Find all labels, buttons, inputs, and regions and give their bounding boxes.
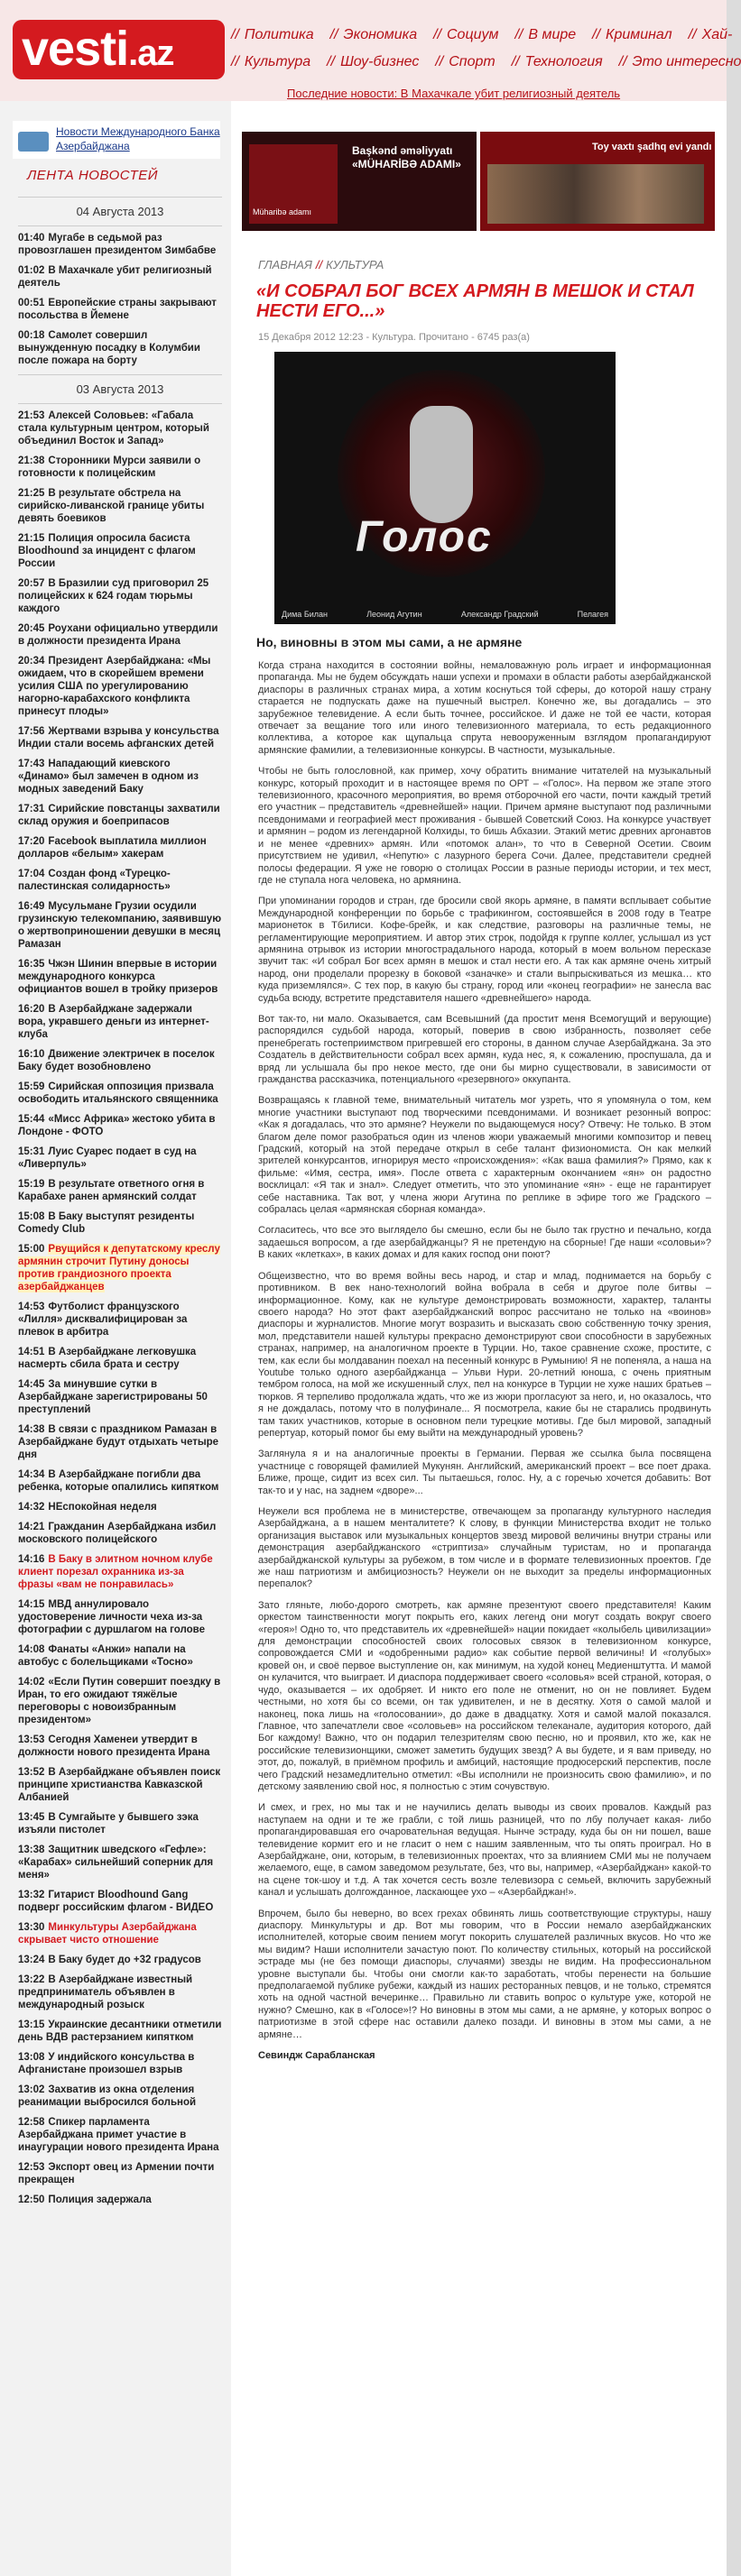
news-item[interactable] <box>18 725 222 750</box>
news-headline-link[interactable]: Защитник шведского «Гефле»: «Карабах» сильнейший соперник для меня» <box>18 1845 214 1881</box>
news-item[interactable] <box>18 2051 222 2076</box>
jury-name: Дима Билан <box>282 610 328 619</box>
banner-photo <box>487 164 704 224</box>
banner-text: Toy vaxtı şadhq evi yandı <box>592 142 712 152</box>
latest-news-link[interactable]: Последние новости: В Махачкале убит религиозный деятель <box>287 87 621 100</box>
news-headline-link[interactable]: В результате ответного огня в Карабахе ранен армянский солдат <box>18 1179 205 1202</box>
nav-row-1 <box>231 22 733 49</box>
news-headline-link[interactable]: Президент Азербайджана: «Мы ожидаем, что в скорейшем времени усилия США по урегулированию нагорно-карабахского конфликта принесут плоды» <box>18 656 211 717</box>
news-item[interactable] <box>18 455 222 480</box>
news-item[interactable] <box>18 1973 222 2011</box>
news-item[interactable] <box>18 1378 222 1416</box>
breadcrumb-section[interactable]: КУЛЬТУРА <box>326 258 384 271</box>
news-group-2 <box>18 409 222 2206</box>
news-item[interactable] <box>18 1766 222 1804</box>
article-title: «И СОБРАЛ БОГ ВСЕХ АРМЯН В МЕШОК И СТАЛ НЕСТИ ЕГО...» <box>256 281 694 321</box>
news-item[interactable] <box>18 1553 222 1591</box>
news-headline-link[interactable]: Полиция задержала <box>48 2194 152 2205</box>
news-item[interactable] <box>18 1423 222 1461</box>
news-headline-link[interactable]: В Сумгайыте у бывшего зэка изъяли пистолет <box>18 1812 199 1835</box>
article-paragraph: Вот так-то, ни мало. Оказывается, сам Всевышний (да простит меня Всемогущий и верующие) распорядился судьбой народа, который, поверив в свою избранность, позволяет себе пренебрегать гостеприимством пригревшей его стороны, в данном случае Азербайджана. За это Создатель в действительности собрал всех армян, куда нес, я, к сожалению, проспушала, да и вряд ли услышала бы про некое место, где они бы мирно существовали, в зависимости от гражданства рассказчика, потенциального «резервного» оккупанта. <box>258 1013 711 1085</box>
nav-item-world[interactable]: // В мире <box>514 27 577 42</box>
jury-names <box>282 610 608 619</box>
news-item[interactable] <box>18 958 222 996</box>
news-headline-link[interactable]: Экспорт овец из Армении почти прекращен <box>18 2162 215 2185</box>
news-time: 12:53 <box>18 2162 45 2173</box>
banner-text: Başkənd əməliyyatı «MÜHARİBƏ ADAMI» <box>352 144 461 170</box>
site-logo[interactable] <box>13 20 225 79</box>
news-group-1 <box>18 232 222 367</box>
news-headline-link[interactable]: НЕспокойная неделя <box>48 1502 157 1513</box>
jury-name: Леонид Агутин <box>366 610 422 619</box>
jury-name: Александр Градский <box>460 610 539 619</box>
banner-image <box>249 144 338 224</box>
news-time: 16:35 <box>18 959 45 970</box>
news-headline-link[interactable]: В результате обстрела на сирийско-ливанской границе убиты девять боевиков <box>18 488 205 524</box>
news-item[interactable] <box>18 329 222 367</box>
news-item[interactable] <box>18 232 222 257</box>
news-time: 16:20 <box>18 1004 45 1015</box>
news-headline-link[interactable]: Футболист французского «Лилля» дисквалифицирован за плевок в арбитра <box>18 1302 188 1338</box>
news-item[interactable] <box>18 1346 222 1371</box>
news-item[interactable] <box>18 2116 222 2154</box>
news-headline-link[interactable]: В Азербайджане задержали вора, укравшего деньги из интернет-клуба <box>18 1004 209 1040</box>
article-paragraph: Согласитесь, что все это выглядело бы смешно, если бы не было так грустно и печально, когда задаешься вопросом, а где азербайджанцы? Я не претендую на сборные! Где наши «соловьи»? В каких «клетках», в каких домах и для каких господ они поют? <box>258 1225 711 1261</box>
news-item[interactable] <box>18 1301 222 1339</box>
nav-item-crime[interactable]: // Криминал <box>592 27 672 42</box>
news-item[interactable] <box>18 264 222 290</box>
news-time: 00:51 <box>18 298 45 308</box>
date-header: 03 Августа 2013 <box>18 374 222 404</box>
nav-item-politics[interactable]: // Политика <box>231 27 314 42</box>
news-headline-link[interactable]: Минкультуры Азербайджана скрывает чисто отношение <box>18 1922 197 1946</box>
news-headline-link[interactable]: Создан фонд «Турецко-палестинская солидарность» <box>18 869 171 892</box>
news-time: 01:02 <box>18 265 45 276</box>
article-paragraph: Чтобы не быть голословной, как пример, хочу обратить внимание читателей на музыкальный конкурс, который проходит и в настоящее время по ОРТ – «Голос». На первом же этапе этого телевизионного, красочного мероприятия, во время отборочной его части, почти каждый третий его участник – представитель «древнейшей» нации. Причем армяне выступают под различными псевдонимами и географией мест проживания - бывшей Советский Союз. На конкурсе участвует и армянин – родом из легендарной Колхиды, то бишь Абхазии. Этакий метис древних аргонавтов и не менее «древних» армян. Или «потомок алан», то что в Северной Осетии. Своим присутствием не удивил, «Непутю» с лазурного берега Сочи. Далее, представители средней полосы федерации. Я уже не говорю о столицах России в разные периоды истории, и тех мест, где не ступала нога человека, но армянина. <box>258 766 711 886</box>
news-time: 21:15 <box>18 533 45 544</box>
article-paragraph: И смех, и грех, но мы так и не научились делать выводы из своих провалов. Каждый раз наступаем на одни и те же грабли, с той лишь разницей, что по лбу получает какая- либо пропагандировавшая его очаровательная ведущая. Нынче эстраду, куда бы он ни пошел, ваше телевидение кормит его и не гласит о нем с нашим заявленным, что ты опять проиграл. Но в Азербайджане, они, которым, в телевизионных проектах, что за влиянием СМИ мы не получаем желаемого, еще, в самом заведомом результате, без, что вы, например, «Азербайджан» какой-то на сцене ток-шоу и т.д. А так хочется сесть возле телевизора с семьей, включить зарубежный канал и услышать долгожданное, ласкающее ухо – «Азербайджан!». <box>258 1802 711 1899</box>
news-time: 13:53 <box>18 1734 45 1745</box>
news-time: 15:44 <box>18 1114 45 1125</box>
news-item[interactable] <box>18 1889 222 1914</box>
news-headline-link[interactable]: Facebook выплатила миллион долларов «белым» хакерам <box>18 836 207 860</box>
news-time: 15:00 <box>18 1244 45 1255</box>
news-headline-link[interactable]: «Мисс Африка» жестоко убита в Лондоне - ФОТО <box>18 1114 216 1137</box>
news-item[interactable] <box>18 1676 222 1726</box>
news-headline-link[interactable]: Рвущийся к депутатскому креслу армянин строчит Путину доносы против грандиозного проекта азербайджанцев <box>18 1244 220 1293</box>
news-headline-link[interactable]: В Азербайджане известный предприниматель объявлен в международный розыск <box>18 1974 193 2010</box>
sidebar <box>0 101 231 2576</box>
news-item[interactable] <box>18 297 222 322</box>
news-time: 20:45 <box>18 623 45 634</box>
news-headline-link[interactable]: В Баку будет до +32 градусов <box>48 1955 201 1965</box>
news-headline-link[interactable]: Гитарист Bloodhound Gang подверг российским флагом - ВИДЕО <box>18 1890 214 1913</box>
article-paragraph: Зато гляньте, любо-дорого смотреть, как армяне презентуют своего представителя! Каким оркестом таинственности могут покрыть его, каких легенд они могут создать вокруг своего «героя»! Одно то, что представитель их «древнейшей» нации покидает «колыбель цивилизации» для демонстрации способностей своих голосовых связок в телевизионном конкурсе, сопровождается СМИ и «одобренными радио» как событие первой величины! И «голубых» кровей он, и своё первое выступление он, как минимум, на худой конец Медиенштутта. И мамой он кулачится, что выиграет. И диаспора поддерживает своего «соловья» всей страной, которая, о чудо, оказывается – их одобряет. И никто его поле не отменит, но он не повлияет. Будем честными, но хотя бы со всеми, он так удивителен, и не в десятку. Хотя о самой малой и наконец, пока лишь на «голосовании», до даже в двадцатку. Хотя и самой малой показался. Главное, что запечатлели свое «соловьев» на российском телеканале, аудитория которого, дай Бог каждому! Важно, что он подарил телезрителям свою песню, но и проявил, кто же, как не российские телевизионщики, сможет заметить будущих звезд? А вы будете, и я вам приведу, но этот, до, пожалуй, в приёмном профиль и амбиций, настоящие продюсерский перспектив, после чего Градский незамедлительно отметил: «Вы исполнили не произносить свою фамилию», и по детскому заявлению свой нос, я полностью с этим сочувствую. <box>258 1599 711 1792</box>
news-item[interactable] <box>18 487 222 525</box>
news-headline-link[interactable]: Роухани официально утвердили в должности президента Ирана <box>18 623 218 647</box>
news-headline-link[interactable]: Мусульмане Грузии осудили грузинскую телекомпанию, заявившую о жертвоприношении девушки в месяц Рамазан <box>18 901 222 950</box>
news-headline-link[interactable]: Самолет совершил вынужденную посадку в Колумбии после пожара на борту <box>18 330 200 366</box>
news-headline-link[interactable]: «Если Путин совершит поездку в Иран, то его ожидают тяжёлые переговоры с новоизбранным президентом» <box>18 1677 221 1725</box>
news-time: 13:08 <box>18 2052 45 2063</box>
news-item[interactable] <box>18 1113 222 1138</box>
nav-item-hitech[interactable]: // Хай- <box>688 27 733 42</box>
news-time: 21:53 <box>18 410 45 421</box>
news-headline-link[interactable]: За минувшие сутки в Азербайджане зарегистрированы 50 преступлений <box>18 1379 208 1415</box>
main-content <box>231 101 727 2576</box>
news-item[interactable] <box>18 622 222 648</box>
news-time: 13:30 <box>18 1922 45 1933</box>
show-logo: Голос <box>356 513 493 561</box>
news-time: 15:19 <box>18 1179 45 1190</box>
news-item[interactable] <box>18 1921 222 1946</box>
logo-domain: .az <box>128 33 174 73</box>
news-item[interactable] <box>18 1521 222 1546</box>
main-nav <box>231 22 741 76</box>
breadcrumb: ГЛАВНАЯ // КУЛЬТУРА <box>258 258 384 271</box>
news-headline-link[interactable]: Сирийские повстанцы захватили склад оружия и боеприпасов <box>18 804 220 827</box>
news-item[interactable] <box>18 409 222 447</box>
news-time: 12:50 <box>18 2194 45 2205</box>
article-paragraph: Заглянула я и на аналогичные проекты в Германии. Первая же ссылка была посвящена участнице с говорящей фамилией Мукунян. Английский, американский проект – все поет драка. Ближе, проще, сидит из всех сил. Ты пытаешься, голос. Ну, а с горечью хочется добавить: Вот так-то и у нас, на заднем «дворе»... <box>258 1449 711 1496</box>
nav-item-interesting[interactable]: // Это интересно <box>618 54 741 69</box>
news-time: 14:51 <box>18 1347 45 1357</box>
news-time: 14:45 <box>18 1379 45 1390</box>
article-image <box>274 352 616 624</box>
news-time: 17:31 <box>18 804 45 814</box>
news-headline-link[interactable]: В Азербайджане объявлен поиск принципе христианства Кавказской Албанией <box>18 1767 221 1803</box>
news-headline-link[interactable]: В Махачкале убит религиозный деятель <box>18 265 212 289</box>
news-item[interactable] <box>18 2084 222 2109</box>
nav-item-technology[interactable]: // Технология <box>511 54 603 69</box>
news-item[interactable] <box>18 1811 222 1836</box>
news-time: 14:08 <box>18 1644 45 1655</box>
news-item[interactable] <box>18 1954 222 1966</box>
news-headline-link[interactable]: Захватив из окна отделения реанимации выбросился больной <box>18 2084 197 2108</box>
news-item[interactable] <box>18 2194 222 2206</box>
news-item[interactable] <box>18 1145 222 1171</box>
news-time: 13:02 <box>18 2084 45 2095</box>
news-headline-link[interactable]: Мугабе в седьмой раз провозглашен президентом Зимбабве <box>18 233 217 256</box>
news-item[interactable] <box>18 577 222 615</box>
news-item[interactable] <box>18 1844 222 1881</box>
news-item[interactable] <box>18 1468 222 1494</box>
news-item[interactable] <box>18 1734 222 1759</box>
news-feed <box>18 189 222 2213</box>
news-time: 16:10 <box>18 1049 45 1060</box>
news-item[interactable] <box>18 1003 222 1041</box>
bank-news-banner[interactable] <box>13 121 220 159</box>
news-headline-link[interactable]: Украинские десантники отметили день ВДВ растерзанием кипятком <box>18 2019 222 2043</box>
news-time: 21:38 <box>18 455 45 466</box>
news-item[interactable] <box>18 758 222 796</box>
news-time: 12:58 <box>18 2117 45 2128</box>
nav-row-2 <box>231 49 741 76</box>
jury-name: Пелагея <box>577 610 608 619</box>
news-time: 14:34 <box>18 1469 45 1480</box>
news-time: 20:57 <box>18 578 45 589</box>
news-item[interactable] <box>18 803 222 828</box>
news-item[interactable] <box>18 1178 222 1203</box>
news-time: 17:56 <box>18 726 45 737</box>
news-headline-link[interactable]: Фанаты «Анжи» напали на автобус с болельщиками «Тосно» <box>18 1644 193 1668</box>
bank-logo-icon <box>18 132 49 152</box>
nav-item-society[interactable]: // Социум <box>433 27 499 42</box>
news-time: 14:32 <box>18 1502 45 1513</box>
news-item[interactable] <box>18 1210 222 1236</box>
news-time: 14:16 <box>18 1554 45 1565</box>
hand-mic-icon <box>410 406 473 523</box>
news-headline-link[interactable]: Луис Суарес подает в суд на «Ливерпуль» <box>18 1146 197 1170</box>
news-headline-link[interactable]: Сегодня Хаменеи утвердит в должности нового президента Ирана <box>18 1734 210 1758</box>
news-time: 14:21 <box>18 1522 45 1532</box>
news-time: 13:15 <box>18 2019 45 2030</box>
news-time: 01:40 <box>18 233 45 244</box>
nav-item-sport[interactable]: // Спорт <box>435 54 496 69</box>
news-time: 15:31 <box>18 1146 45 1157</box>
news-time: 13:24 <box>18 1955 45 1965</box>
nav-item-culture[interactable]: // Культура <box>231 54 311 69</box>
news-item[interactable] <box>18 1048 222 1073</box>
news-headline-link[interactable]: Полиция опросила басиста Bloodhound за инцидент с флагом России <box>18 533 196 569</box>
news-time: 17:04 <box>18 869 45 879</box>
news-time: 13:38 <box>18 1845 45 1855</box>
article-paragraph: Возвращаясь к главной теме, внимательный читатель мог узреть, что я упомянула о том, кем многие участники выступают под творческими псевдонимами. И возникает резонный вопрос: «Как я догадалась, что это армяне? Неужели по выдающемуся носу? Отвечу: Не только. В этом благом деле помог разобраться один из членов жюри уважаемый многими композитор и певец Градский, который на этой передаче открыл в себе талант физиономиста. Он как мелкий зрителей конкурсантов, игнорируя место «происхождения»: «Как ваша фамилия?» Прямо, как к фильме: «Имя, сестра, имя». После ответа с характерным окончанием «ян» он радостно восклицал: «Я так и знал». Следует отметить, что это упоминание «ян» - еще не гарантирует себе наставника. Так вот, у члена жюри Агутина по реплике в эфире того же Градского – собралась целая «армянская сборная команда». <box>258 1095 711 1216</box>
article-author: Севиндж Сарабланская <box>258 2050 375 2062</box>
nav-item-showbiz[interactable]: // Шоу-бизнес <box>327 54 420 69</box>
news-time: 15:08 <box>18 1211 45 1222</box>
news-time: 13:32 <box>18 1890 45 1900</box>
news-headline-link[interactable]: У индийского консульства в Афганистане произошел взрыв <box>18 2052 195 2075</box>
news-headline-link[interactable]: Движение электричек в поселок Баку будет возобновлено <box>18 1049 215 1072</box>
site-header <box>0 0 741 101</box>
news-time: 14:53 <box>18 1302 45 1312</box>
article-paragraph: При упоминании городов и стран, где бросили свой якорь армяне, в памяти всплывает событие Международной конференции по борьбе с трафикингом, состоявшейся в 2008 году в Театре марионеток в Тбилиси. Кофе-брейк, и как следствие, разговоры на различные темы, не регламентирующие мероприятием. И автор этих строк, подойдя к группе коллег, услышал из уст армянина отрывок из истории многострадального народа, который в моем вольном пересказе звучит так: «И собрал Бог всех армян в мешок и стал нести его. А так как армяне очень хитрый народ, они проделали прорезку в боковой «заначке» и стали выпрыскиваться из мешка… кто куда приземлялся». С тех пор, в какую бы страну, город или «конец географии» не занесла вас судьба всюду, встретите представителя нашего «древнейшего» народа. <box>258 896 711 1004</box>
news-headline-link[interactable]: МВД аннулировало удостоверение личности чеха из-за фотографии с дуршлагом на голове <box>18 1599 205 1635</box>
news-headline-link[interactable]: В Баку в элитном ночном клубе клиент порезал охранника из-за фразы «вам не понравилась» <box>18 1554 213 1590</box>
article-meta: 15 Декабря 2012 12:23 - Культура. Прочитано - 6745 раз(а) <box>258 332 530 343</box>
news-headline-link[interactable]: Гражданин Азербайджана избил московского полицейского <box>18 1522 217 1545</box>
news-item[interactable] <box>18 868 222 893</box>
news-time: 21:25 <box>18 488 45 499</box>
news-item[interactable] <box>18 1501 222 1513</box>
news-time: 14:15 <box>18 1599 45 1610</box>
news-headline-link[interactable]: Сторонники Мурси заявили о готовности к полицейским <box>18 455 201 479</box>
news-item[interactable] <box>18 1243 222 1293</box>
ad-banner-war-man[interactable] <box>242 132 477 231</box>
news-headline-link[interactable]: Чжэн Шинин впервые в истории международного конкурса официантов вошел в тройку призеров <box>18 959 218 995</box>
news-headline-link[interactable]: В Азербайджане погибли два ребенка, которые опалились кипятком <box>18 1469 219 1493</box>
article-paragraph: Общеизвестно, что во время войны весь народ, и стар и млад, поднимается на борьбу с противником. В век нано-технологий война вобрала в себя и другое поле битвы – информационное. Кому, как не культуре демонстрировать возможности, характер, таланты своего народа? Но этот факт азербайджанский вопрос рассчитано не только на «воинов» диаспоры и журналистов. Многие могут возразить и высказать свою собственную точку зрения, мол, представители нашей культуры прекрасно демонстрируют свои способности в зарубежных странах, например, на аналогичном проекте в Турции. Но, такое сравнение схоже, простите, с тем, как если бы молдаванин поехал на песенный конкурс в Румынию! Я не попеняла, а наша на Youtube только одного азербайджанца – Ульви Нури. 20-летний юноша, с очень приятным тембром голоса, на мой же искушенный слух, пел на конкурсе в Турции не хуже наших братьев – тюрков. Я терпеливо продолжала ждать, что же из жюри прогласуют за него, и, но оказалось, что я не дождалась, потому что в полуфинале... Я посмотрела, какие бы не старались продвинуть там таких участников, которые в основном пели турецкие мотивы. Где был мировой, западный репертуар, который помог бы ему выйти на международный уровень? <box>258 1270 711 1439</box>
news-time: 17:43 <box>18 759 45 769</box>
news-headline-link[interactable]: В Бразилии суд приговорил 25 полицейских к 624 годам тюрьмы каждого <box>18 578 209 614</box>
news-time: 13:22 <box>18 1974 45 1985</box>
news-item[interactable] <box>18 1081 222 1106</box>
news-item[interactable] <box>18 2161 222 2186</box>
news-item[interactable] <box>18 532 222 570</box>
news-headline-link[interactable]: Нападающий киевского «Динамо» был замечен в одном из модных заведений Баку <box>18 759 199 795</box>
news-feed-title: ЛЕНТА НОВОСТЕЙ <box>27 168 159 183</box>
news-headline-link[interactable]: В Баку выступят резиденты Comedy Club <box>18 1211 195 1235</box>
nav-item-economy[interactable]: // Экономика <box>329 27 418 42</box>
article-paragraph: Впрочем, было бы неверно, во всех грехах обвинять лишь соответствующие структуры, нашу диаспору. Минкультуры и др. Вот мы говорим, что в России немало азербайджанских исполнителей, которые своим пением могут покорить слушателей различных вкусов. Но что же мы видим? Наши исполнители зачастую поют. По количеству стильных, который на российской эстраде мы (не без помощи диаспоры, случаями) звезды не видим. На профессиональном уровне выступали бы. Чтобы они смогли как-то заработать, чтобы перенести на большие предполагаемой публике рубежи, каждый из наших ресторанных певцов, и не только, стремятся хоть на одной частной вечеринке… Правильно ли ставить вопрос о культуре уже, которой не нужно? Смешно, как в «Голосе»!? Но виновны в этом мы сами, а не армяне, у которых вопрос о патриотизме в этой сфере нас оставили далеко позади. И виновны в этом мы сами, а не армяне… <box>258 1908 711 2040</box>
news-headline-link[interactable]: Жертвами взрыва у консульства Индии стали восемь афганских детей <box>18 726 219 750</box>
breadcrumb-home[interactable]: ГЛАВНАЯ <box>258 258 312 271</box>
news-time: 00:18 <box>18 330 45 341</box>
news-time: 17:20 <box>18 836 45 847</box>
news-time: 14:02 <box>18 1677 45 1688</box>
news-item[interactable] <box>18 2019 222 2044</box>
news-headline-link[interactable]: Спикер парламента Азербайджана примет участие в инаугурации нового президента Ирана <box>18 2117 219 2153</box>
news-item[interactable] <box>18 655 222 718</box>
logo-text: vesti <box>22 22 129 76</box>
news-headline-link[interactable]: Алексей Соловьев: «Габала стала культурным центром, который объединил Восток и Запад» <box>18 410 209 446</box>
news-headline-link[interactable]: В связи с праздником Рамазан в Азербайджане будут отдыхать четыре дня <box>18 1424 219 1460</box>
news-time: 13:45 <box>18 1812 45 1823</box>
news-time: 20:34 <box>18 656 45 667</box>
ad-banner-wedding[interactable] <box>480 132 715 231</box>
article-body <box>258 660 711 2071</box>
news-item[interactable] <box>18 1643 222 1669</box>
news-item[interactable] <box>18 835 222 860</box>
bank-news-link[interactable]: Новости Международного Банка Азербайджана <box>56 125 220 152</box>
news-time: 14:38 <box>18 1424 45 1435</box>
news-time: 15:59 <box>18 1081 45 1092</box>
news-headline-link[interactable]: Европейские страны закрывают посольства в Йемене <box>18 298 217 321</box>
news-time: 13:52 <box>18 1767 45 1778</box>
article-subtitle: Но, виновны в этом мы сами, а не армяне <box>256 635 523 649</box>
news-item[interactable] <box>18 1598 222 1636</box>
date-header: 04 Августа 2013 <box>18 197 222 226</box>
news-item[interactable] <box>18 900 222 951</box>
banner-caption: Müharibə adamı <box>253 207 312 216</box>
news-time: 16:49 <box>18 901 45 912</box>
article-paragraph: Неужели вся проблема не в министерстве, отвечающем за пропаганду культурного наследия Азербайджана, а в нашем менталитете? К слову, в функции Министерства входит не только организация выставок или музыкальных концертов звезд мировой величины внутри страны или демонстрация азербайджанского «стриптиза» случайным туристам, но и пропаганда азербайджанской культуры за рубежом, в том числе и в формате телевизионных проектов. Где же наш патриотизм и амбициозность? Неужели он не выходит за пределы информационных перепалок? <box>258 1506 711 1590</box>
news-headline-link[interactable]: Сирийская оппозиция призвала освободить итальянского священника <box>18 1081 218 1105</box>
article-paragraph: Когда страна находится в состоянии войны, немаловажную роль играет и информационная пропаганда. Мы не будем обсуждать наши успехи и промахи в области работы азербайджанской диаспоры в различных странах мира, а хотим коснуться той сферы, до которой нашу страну старается не подпускать даже на пушечный выстрел. Конечно же, вы догадались – это зарубежное телевидение. А если быть точнее, российское. И даже не той ее части, которая отвечает за вещание того или иного телевизионного материала, то есть редакционного коллектива, а которое как щупальца спрута невооруженным взглядом пропагандируют армянские фамилии, а телевизионные конкурсы. В частности, музыкальные. <box>258 660 711 756</box>
news-headline-link[interactable]: В Азербайджане легковушка насмерть сбила брата и сестру <box>18 1347 197 1370</box>
